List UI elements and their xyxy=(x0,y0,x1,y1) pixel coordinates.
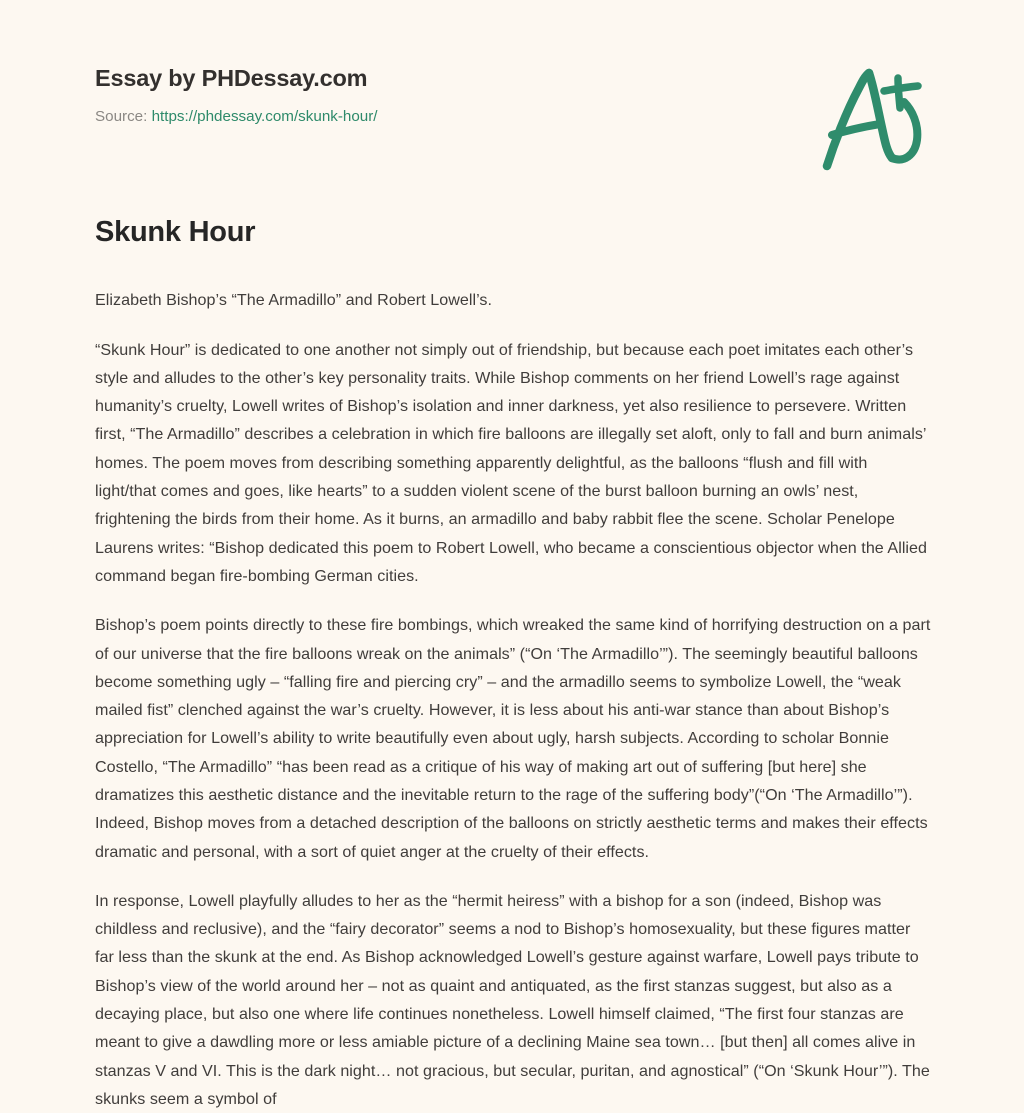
page-header xyxy=(95,64,935,127)
a-plus-icon xyxy=(812,62,930,174)
paragraph-3: In response, Lowell playfully alludes to her as the “hermit heiress” with a bishop for a son (indeed, Bishop was childless and reclusive), and the “fairy decorator” seems a nod to Bishop’s homosexuality, but these figures matter far less than the skunk at the end. As Bishop acknowledged Lowell’s gesture against warfare, Lowell pays tribute to Bishop’s view of the world around her – not as quaint and antiquated, as the first stanzas suggest, but also as a decaying place, but also one where life continues nonetheless. Lowell himself claimed, “The first four stanzas are meant to give a dawdling more or less amiable picture of a declining Maine sea town… [but then] all comes alive in stanzas V and VI. This is the dark night… not gracious, but secular, puritan, and agnostical” (“On ‘Skunk Hour’”). The skunks seem a symbol of xyxy=(95,891,930,1108)
source-url-link[interactable]: https://phdessay.com/skunk-hour/ xyxy=(151,108,378,126)
a-plus-logo xyxy=(812,62,930,174)
page-title: Skunk Hour xyxy=(95,216,256,248)
paragraph-2: Bishop’s poem points directly to these fire bombings, which wreaked the same kind of horrifying destruction on a part of our universe that the fire balloons wreak on the animals” (“On ‘The Armadillo’”). The seemingly beautiful balloons become something ugly – “falling fire and piercing cry” – and the armadillo seems to symbolize Lowell, the “weak mailed fist” clenched against the war’s cruelty. However, it is less about his anti-war stance than about Bishop’s appreciation for Lowell’s ability to write beautifully even about ugly, harsh subjects. According to scholar Bonnie Costello, “The Armadillo” “has been read as a critique of his way of making art out of suffering [but here] she dramatizes this aesthetic distance and the inevitable return to the rage of the suffering body”(“On ‘The Armadillo’”). Indeed, Bishop moves from a detached description of the balloons on strictly aesthetic terms and makes their effects dramatic and personal, with a sort of quiet anger at the cruelty of their effects. xyxy=(95,616,931,861)
paragraph-intro: Elizabeth Bishop’s “The Armadillo” and Robert Lowell’s. xyxy=(95,291,492,310)
source-line xyxy=(95,107,935,127)
source-label: Source: xyxy=(95,108,148,126)
paragraph-1: “Skunk Hour” is dedicated to one another not simply out of friendship, but because each poet imitates each other’s style and alludes to the other’s key personality traits. While Bishop comments on her friend Lowell’s rage against humanity’s cruelty, Lowell writes of Bishop’s isolation and inner darkness, yet also resilience to persevere. Written first, “The Armadillo” describes a celebration in which fire balloons are illegally set aloft, only to fall and burn animals’ homes. The poem moves from describing something apparently delightful, as the balloons “flush and fill with light/that comes and goes, like hearts” to a sudden violent scene of the burst balloon burning an owls’ nest, frightening the birds from their home. As it burns, an armadillo and baby rabbit flee the scene. Scholar Penelope Laurens writes: “Bishop dedicated this poem to Robert Lowell, who became a conscientious objector when the Allied command began fire-bombing German cities. xyxy=(95,340,928,585)
brand-title: Essay by PHDessay.com xyxy=(95,65,368,91)
article-body xyxy=(95,214,933,1113)
